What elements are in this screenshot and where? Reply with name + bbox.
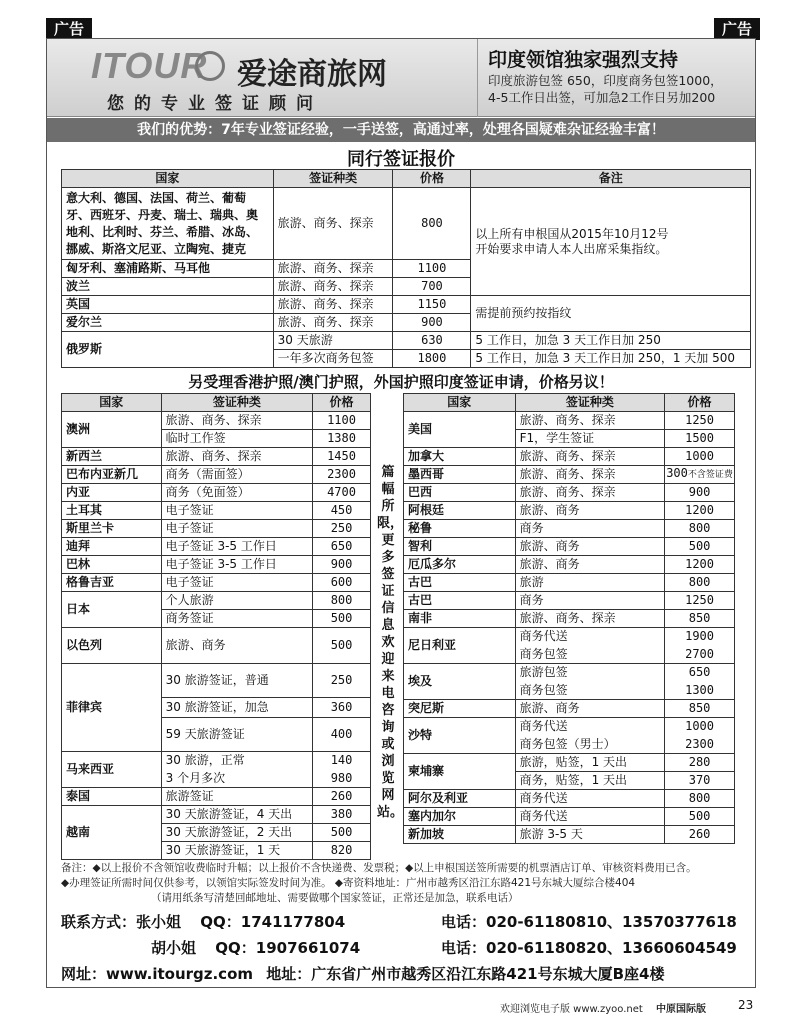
type-cell: 旅游、商务、探亲 [273, 278, 393, 296]
country-cell: 新加坡 [404, 826, 516, 844]
note-cell [471, 188, 751, 296]
type-cell: 30 旅游签证，加急 [161, 698, 312, 718]
price-cell: 1450 [313, 448, 371, 466]
price-cell: 2300 [665, 736, 735, 754]
price-cell [665, 466, 735, 484]
table-row [62, 628, 371, 664]
col-header: 价格 [393, 170, 471, 188]
country-cell: 波兰 [62, 278, 274, 296]
price-cell: 630 [393, 332, 471, 350]
price-cell: 1300 [665, 682, 735, 700]
col-header: 签证种类 [515, 394, 665, 412]
table-row [62, 412, 371, 430]
type-cell: 旅游、商务、探亲 [515, 448, 665, 466]
page-number: 23 [738, 998, 754, 1012]
type-cell: 30 天旅游签证，4 天出 [161, 806, 312, 824]
table-row [404, 610, 735, 628]
price-cell: 1150 [393, 296, 471, 314]
col-header: 签证种类 [273, 170, 393, 188]
country-cell: 沙特 [404, 718, 516, 754]
phone-group [441, 911, 737, 932]
qq-label: QQ： [215, 939, 256, 957]
table-row [404, 664, 735, 682]
price-cell: 450 [313, 502, 371, 520]
country-cell: 南非 [404, 610, 516, 628]
table-row [404, 628, 735, 646]
price-cell: 900 [393, 314, 471, 332]
country-cell: 爱尔兰 [62, 314, 274, 332]
country-cell: 突尼斯 [404, 700, 516, 718]
section1-table [61, 169, 751, 368]
col-header: 签证种类 [161, 394, 312, 412]
table-row [404, 502, 735, 520]
type-cell: 旅游、商务、探亲 [273, 314, 393, 332]
advert-frame [46, 38, 756, 988]
type-cell: 个人旅游 [161, 592, 312, 610]
contact-name: 胡小姐 [151, 939, 197, 957]
price-cell: 980 [313, 770, 371, 788]
price-cell: 2700 [665, 646, 735, 664]
type-cell: 电子签证 [161, 574, 312, 592]
type-cell: 商务包签（男士） [515, 736, 665, 754]
phone-label: 电话： [441, 939, 487, 957]
promo-line: 4-5工作日出签，可加急2工作日另加200 [488, 90, 716, 105]
country-cell: 迪拜 [62, 538, 162, 556]
contact-line-1 [61, 911, 751, 932]
price-cell: 500 [313, 628, 371, 664]
type-cell: 商务 [515, 592, 665, 610]
ad-label-right: 广告 [714, 18, 760, 40]
price-cell: 370 [665, 772, 735, 790]
type-cell: 旅游、商务、探亲 [161, 448, 312, 466]
type-cell: 旅游、商务 [515, 700, 665, 718]
price-cell: 650 [665, 664, 735, 682]
price-cell: 400 [313, 718, 371, 752]
table-row [404, 808, 735, 826]
price-cell: 140 [313, 752, 371, 770]
country-cell: 英国 [62, 296, 274, 314]
country-cell: 巴林 [62, 556, 162, 574]
address-label: 地址： [266, 965, 312, 983]
notes-block [61, 861, 751, 906]
price-cell: 500 [313, 824, 371, 842]
price-cell: 260 [313, 788, 371, 806]
country-cell: 格鲁吉亚 [62, 574, 162, 592]
slogan: 您的专业签证顾问 [107, 94, 323, 114]
country-cell: 澳洲 [62, 412, 162, 448]
qq-number[interactable]: 1907661074 [255, 939, 361, 957]
price-cell: 360 [313, 698, 371, 718]
price-cell: 500 [665, 808, 735, 826]
table-row [62, 502, 371, 520]
type-cell: 旅游、商务、探亲 [515, 412, 665, 430]
globe-icon [195, 51, 225, 81]
type-cell: 商务代送 [515, 790, 665, 808]
price-cell: 800 [665, 520, 735, 538]
country-cell: 泰国 [62, 788, 162, 806]
table-row [62, 664, 371, 698]
type-cell: 旅游、商务、探亲 [515, 610, 665, 628]
table-row [62, 788, 371, 806]
note-line: （请用纸条写清楚回邮地址、需要做哪个国家签证，正常还是加急，联系电话） [151, 892, 519, 904]
section1-title: 同行签证报价 [347, 149, 455, 170]
table-row [404, 538, 735, 556]
table-row [404, 574, 735, 592]
table-row [62, 538, 371, 556]
country-cell: 秘鲁 [404, 520, 516, 538]
note-cell: 5 工作日，加急 3 天工作日加 250，1 天加 500 [471, 350, 751, 368]
price-cell: 380 [313, 806, 371, 824]
price-cell: 2300 [313, 466, 371, 484]
footer-brand: 中原国际版 [655, 1004, 706, 1015]
table-row [404, 556, 735, 574]
country-cell: 日本 [62, 592, 162, 628]
site-label: 网址： [61, 965, 107, 983]
price-cell: 1000 [665, 448, 735, 466]
header-banner [47, 39, 755, 117]
table-row [62, 448, 371, 466]
contact-line-3 [61, 963, 751, 984]
promo-box [477, 39, 755, 117]
country-cell: 土耳其 [62, 502, 162, 520]
section2-title: 另受理香港护照/澳门护照，外国护照印度签证申请，价格另议！ [188, 373, 614, 391]
price-cell: 500 [313, 610, 371, 628]
type-cell: 旅游、商务、探亲 [161, 412, 312, 430]
country-cell: 斯里兰卡 [62, 520, 162, 538]
col-header: 备注 [471, 170, 751, 188]
country-cell: 新西兰 [62, 448, 162, 466]
note-line: 备注：◆以上报价不含领馆收费临时升幅；以上报价不含快递费、发票税；◆以上申根国送签所需要的机票酒店订单、审核资料费用已含。 [61, 862, 697, 874]
type-cell: 旅游、商务 [515, 502, 665, 520]
table-row [62, 574, 371, 592]
type-cell: F1，学生签证 [515, 430, 665, 448]
country-cell: 以色列 [62, 628, 162, 664]
price-cell: 900 [665, 484, 735, 502]
country-cell: 马来西亚 [62, 752, 162, 788]
country-cell: 尼日利亚 [404, 628, 516, 664]
type-cell: 旅游、商务 [515, 538, 665, 556]
price-cell: 1250 [665, 412, 735, 430]
col-header: 国家 [404, 394, 516, 412]
country-cell: 俄罗斯 [62, 332, 274, 368]
type-cell: 旅游 [515, 574, 665, 592]
qq-number[interactable]: 1741177804 [240, 913, 346, 931]
table-row [62, 484, 371, 502]
type-cell: 临时工作签 [161, 430, 312, 448]
price-cell: 800 [665, 790, 735, 808]
price-cell: 650 [313, 538, 371, 556]
type-cell: 旅游包签 [515, 664, 665, 682]
country-cell: 美国 [404, 412, 516, 448]
type-cell: 电子签证 [161, 502, 312, 520]
col-header: 国家 [62, 394, 162, 412]
price-cell: 800 [313, 592, 371, 610]
contact-name: 张小姐 [136, 913, 182, 931]
price-cell: 800 [665, 574, 735, 592]
price-cell: 1100 [393, 260, 471, 278]
type-cell: 商务代送 [515, 808, 665, 826]
phone-label: 电话： [441, 913, 487, 931]
price-cell: 260 [665, 826, 735, 844]
price-cell: 1500 [665, 430, 735, 448]
country-cell: 埃及 [404, 664, 516, 700]
type-cell: 旅游、商务、探亲 [273, 188, 393, 260]
col-header: 价格 [665, 394, 735, 412]
phone-group [441, 937, 737, 958]
table-row [62, 556, 371, 574]
note-text: 开始要求申请人本人出席采集指纹。 [475, 241, 668, 256]
type-cell: 商务代送 [515, 628, 665, 646]
type-cell: 商务，贴签，1 天出 [515, 772, 665, 790]
country-cell: 古巴 [404, 574, 516, 592]
type-cell: 旅游、商务、探亲 [515, 466, 665, 484]
table-row [62, 752, 371, 770]
table-row [62, 806, 371, 824]
address: 广东省广州市越秀区沿江东路421号东城大厦B座4楼 [311, 965, 665, 983]
type-cell: 商务包签 [515, 646, 665, 664]
qq-label: QQ： [200, 913, 241, 931]
advantage-bar: 我们的优势：7年专业签证经验，一手送签，高通过率，处理各国疑难杂证经验丰富！ [47, 118, 755, 142]
type-cell: 旅游、商务 [515, 556, 665, 574]
phone-number[interactable]: 020-61180820、13660604549 [486, 939, 737, 957]
table-row [404, 718, 735, 736]
price-cell: 500 [665, 538, 735, 556]
table-row [404, 448, 735, 466]
logo-cn: 爱途商旅网 [237, 57, 387, 92]
price-cell: 1100 [313, 412, 371, 430]
price-cell: 1200 [665, 556, 735, 574]
table-row [404, 826, 735, 844]
contact-line-2 [61, 937, 751, 958]
contact-label: 联系方式： [61, 913, 137, 931]
note-cell: 5 工作日，加急 3 天工作日加 250 [471, 332, 751, 350]
type-cell: 商务（需面签） [161, 466, 312, 484]
table-row [404, 754, 735, 772]
note-line: ◆办理签证所需时间仅供参考，以领馆实际签发时间为准。 ◆寄资料地址：广州市越秀区沿江东路421号东城大厦综合楼404 [61, 877, 636, 889]
site-link[interactable]: www.itourgz.com [106, 965, 254, 983]
price-cell: 1900 [665, 628, 735, 646]
price-cell: 250 [313, 664, 371, 698]
type-cell: 旅游，贴签，1 天出 [515, 754, 665, 772]
table-row [404, 790, 735, 808]
country-cell: 意大利、德国、法国、荷兰、葡萄牙、西班牙、丹麦、瑞士、瑞典、奥地利、比利时、芬兰、希腊、冰岛、挪威、斯洛文尼亚、立陶宛、捷克 [62, 188, 274, 260]
country-cell: 古巴 [404, 592, 516, 610]
table-row [62, 332, 751, 350]
table-row [404, 466, 735, 484]
table-row [62, 520, 371, 538]
promo-line: 印度旅游包签 650，印度商务包签1000， [488, 73, 723, 88]
type-cell: 30 天旅游签证，2 天出 [161, 824, 312, 842]
country-cell: 阿根廷 [404, 502, 516, 520]
note-cell: 需提前预约按指纹 [471, 296, 751, 332]
price-note: 不含签证费 [687, 470, 733, 480]
table-row [404, 520, 735, 538]
table-row [404, 412, 735, 430]
logo-latin: ITOUR [91, 45, 208, 86]
type-cell: 商务包签 [515, 682, 665, 700]
type-cell: 电子签证 [161, 520, 312, 538]
type-cell: 30 天旅游 [273, 332, 393, 350]
note-text: 以上所有申根国从2015年10月12号 [475, 226, 669, 241]
type-cell: 30 旅游签证，普通 [161, 664, 312, 698]
table-row [62, 466, 371, 484]
type-cell: 旅游、商务、探亲 [515, 484, 665, 502]
table-row [62, 296, 751, 314]
country-cell: 巴西 [404, 484, 516, 502]
type-cell: 3 个月多次 [161, 770, 312, 788]
price-cell: 4700 [313, 484, 371, 502]
footer [500, 1000, 706, 1015]
country-cell: 内亚 [62, 484, 162, 502]
price-value: 300 [666, 466, 688, 480]
vertical-notice: 篇幅所限，更多签证信息欢迎来电咨询或浏览网站。 [377, 465, 404, 820]
price-cell: 1200 [665, 502, 735, 520]
table-row [62, 188, 751, 260]
price-cell: 820 [313, 842, 371, 860]
type-cell: 旅游、商务、探亲 [273, 260, 393, 278]
country-cell: 越南 [62, 806, 162, 860]
country-cell: 墨西哥 [404, 466, 516, 484]
footer-text: 欢迎浏览电子版 www.zyoo.net [500, 1004, 643, 1015]
price-cell: 600 [313, 574, 371, 592]
country-cell: 巴布内亚新几 [62, 466, 162, 484]
country-cell: 厄瓜多尔 [404, 556, 516, 574]
price-cell: 850 [665, 610, 735, 628]
price-cell: 250 [313, 520, 371, 538]
col-header: 价格 [313, 394, 371, 412]
country-cell: 菲律宾 [62, 664, 162, 752]
table-row [404, 700, 735, 718]
type-cell: 30 天旅游签证，1 天 [161, 842, 312, 860]
ad-label-left: 广告 [46, 18, 92, 40]
country-cell: 阿尔及利亚 [404, 790, 516, 808]
type-cell: 商务（免面签） [161, 484, 312, 502]
type-cell: 一年多次商务包签 [273, 350, 393, 368]
price-cell: 280 [665, 754, 735, 772]
table-row [62, 592, 371, 610]
right-price-table [403, 393, 735, 844]
type-cell: 30 旅游，正常 [161, 752, 312, 770]
price-cell: 1250 [665, 592, 735, 610]
price-cell: 1000 [665, 718, 735, 736]
country-cell: 塞内加尔 [404, 808, 516, 826]
type-cell: 电子签证 3-5 工作日 [161, 556, 312, 574]
table-row [404, 484, 735, 502]
price-cell: 850 [665, 700, 735, 718]
promo-title: 印度领馆独家强烈支持 [488, 49, 679, 71]
type-cell: 电子签证 3-5 工作日 [161, 538, 312, 556]
type-cell: 商务代送 [515, 718, 665, 736]
type-cell: 旅游、商务、探亲 [273, 296, 393, 314]
country-cell: 匈牙利、塞浦路斯、马耳他 [62, 260, 274, 278]
left-price-table [61, 393, 371, 860]
price-cell: 1800 [393, 350, 471, 368]
type-cell: 旅游签证 [161, 788, 312, 806]
country-cell: 智利 [404, 538, 516, 556]
type-cell: 商务签证 [161, 610, 312, 628]
table-row [404, 592, 735, 610]
type-cell: 旅游、商务 [161, 628, 312, 664]
price-cell: 900 [313, 556, 371, 574]
phone-number[interactable]: 020-61180810、13570377618 [486, 913, 737, 931]
price-cell: 1380 [313, 430, 371, 448]
type-cell: 商务 [515, 520, 665, 538]
country-cell: 柬埔寨 [404, 754, 516, 790]
price-cell: 700 [393, 278, 471, 296]
type-cell: 旅游 3-5 天 [515, 826, 665, 844]
country-cell: 加拿大 [404, 448, 516, 466]
type-cell: 59 天旅游签证 [161, 718, 312, 752]
col-header: 国家 [62, 170, 274, 188]
price-cell: 800 [393, 188, 471, 260]
